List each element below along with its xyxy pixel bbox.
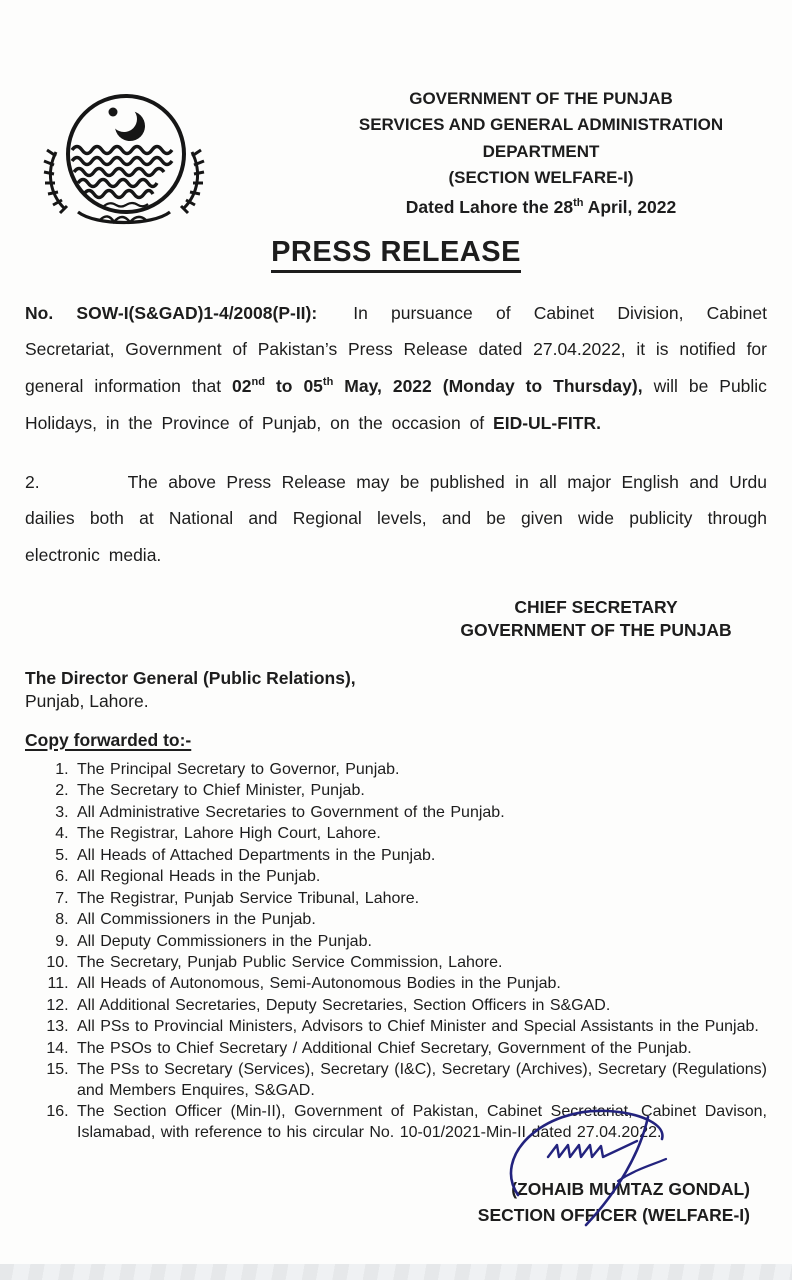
addressee-name: The Director General (Public Relations), xyxy=(25,668,356,689)
page-title: PRESS RELEASE xyxy=(271,236,521,273)
authority-org: GOVERNMENT OF THE PUNJAB xyxy=(460,619,732,640)
list-item: 3. All Administrative Secretaries to Government of the Punjab. xyxy=(74,803,767,823)
punjab-government-emblem-icon xyxy=(26,86,222,232)
department-line-1: GOVERNMENT OF THE PUNJAB xyxy=(409,89,673,108)
signatory-designation: SECTION OFFICER (WELFARE-I) xyxy=(477,1204,750,1225)
holiday-date-start: 02nd xyxy=(232,376,265,396)
list-item: 7. The Registrar, Punjab Service Tribunal, Lahore. xyxy=(74,889,767,909)
eid-emphasis: EID-UL-FITR. xyxy=(493,412,601,433)
signature-block xyxy=(0,1177,792,1228)
list-item: 16. The Section Officer (Min-II), Government of Pakistan, Cabinet Secretariat, Cabinet Davison, Islamabad, with reference to his circular No. 10-01/2021-Min-II dated 27.04.2022. xyxy=(74,1102,767,1143)
para1-lead: In pursuance of Cabinet Division, Cabinet Secretariat, Government of Pakistan’s Press Release dated 27.04.2022, it is notified for general information that xyxy=(25,302,767,396)
authority-title: CHIEF SECRETARY xyxy=(514,596,678,617)
list-item: 15. The PSs to Secretary (Services), Secretary (I&C), Secretary (Archives), Secretary (Regulations) and Members Enquires, S&GAD. xyxy=(74,1060,767,1101)
paragraph-1 xyxy=(25,295,767,442)
date-superscript: th xyxy=(573,197,584,210)
reference-number: No. SOW-I(S&GAD)1-4/2008(P-II): xyxy=(25,302,318,323)
list-item: 9. All Deputy Commissioners in the Punjab. xyxy=(74,932,767,952)
department-line-2: SERVICES AND GENERAL ADMINISTRATION DEPARTMENT xyxy=(358,115,724,161)
list-item: 5. All Heads of Attached Departments in the Punjab. xyxy=(74,846,767,866)
holiday-date-mid: to xyxy=(275,376,293,396)
list-item: 13. All PSs to Provincial Ministers, Advisors to Chief Minister and Special Assistants in the Punjab. xyxy=(74,1017,767,1037)
letterhead xyxy=(310,0,772,222)
list-item: 1. The Principal Secretary to Governor, Punjab. xyxy=(74,760,767,780)
signing-authority xyxy=(446,596,746,642)
holiday-date-end: 05th xyxy=(303,376,334,396)
list-item: 8. All Commissioners in the Punjab. xyxy=(74,910,767,930)
list-item: 14. The PSOs to Chief Secretary / Additional Chief Secretary, Government of the Punjab. xyxy=(74,1039,767,1059)
signature-ink-icon xyxy=(490,1095,730,1235)
list-item: 10. The Secretary, Punjab Public Service Commission, Lahore. xyxy=(74,953,767,973)
addressee-location: Punjab, Lahore. xyxy=(25,691,149,711)
title-row xyxy=(0,236,792,273)
copy-list xyxy=(0,760,767,1143)
list-item: 12. All Additional Secretaries, Deputy Secretaries, Section Officers in S&GAD. xyxy=(74,996,767,1016)
paragraph-2 xyxy=(25,464,767,574)
para2-text: The above Press Release may be published in all major English and Urdu dailies both at National and Regional levels, and be given wide publicity through electronic media. xyxy=(25,471,767,565)
holiday-month: May, 2022 (Monday to Thursday), xyxy=(344,376,643,396)
copy-forwarded-heading: Copy forwarded to:- xyxy=(25,729,192,750)
para2-number: 2. xyxy=(25,471,40,492)
page-bottom-edge xyxy=(0,1264,792,1280)
signatory-name: (ZOHAIB MUMTAZ GONDAL) xyxy=(511,1179,750,1200)
list-item: 11. All Heads of Autonomous, Semi-Autonomous Bodies in the Punjab. xyxy=(74,974,767,994)
addressee-block xyxy=(25,667,767,713)
section-line: (SECTION WELFARE-I) xyxy=(448,168,634,188)
list-item: 4. The Registrar, Lahore High Court, Lahore. xyxy=(74,824,767,844)
list-item: 2. The Secretary to Chief Minister, Punjab. xyxy=(74,781,767,801)
date-line: Dated Lahore the 28th April, 2022 xyxy=(405,197,677,218)
para1-tail: will be Public Holidays, in the Province of Punjab, on the occasion of xyxy=(25,376,767,433)
list-item: 6. All Regional Heads in the Punjab. xyxy=(74,867,767,887)
